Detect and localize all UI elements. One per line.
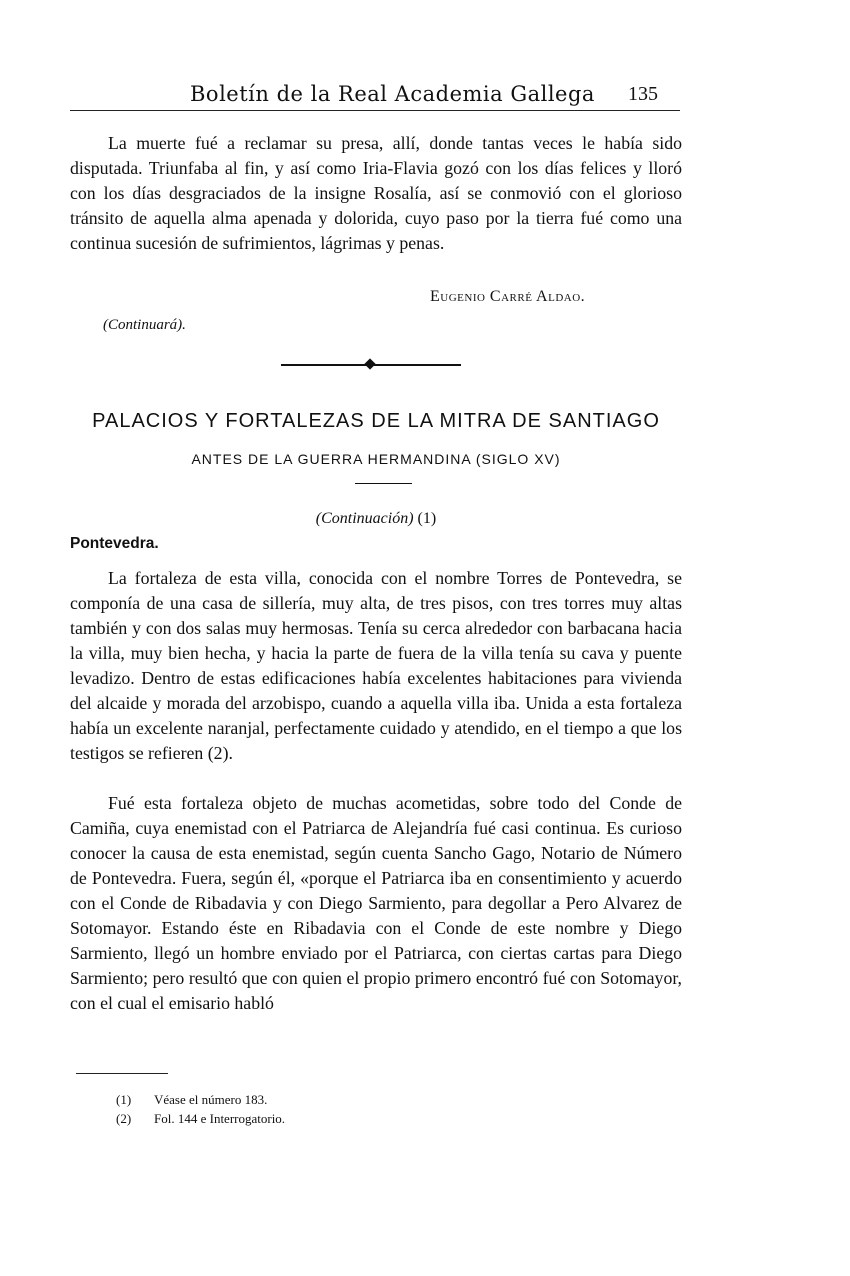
section-divider-ornament xyxy=(281,362,461,368)
continued-note: (Continuará). xyxy=(103,317,186,333)
article-paragraph-2 xyxy=(70,791,682,1016)
running-header xyxy=(70,80,680,111)
footnote-marker: (1) xyxy=(116,1092,132,1107)
footnote xyxy=(116,1090,285,1109)
title-rule xyxy=(355,483,412,484)
author-signature: Eugenio Carré Aldao. xyxy=(430,288,586,305)
footnote-text: Véase el número 183. xyxy=(154,1092,268,1107)
footnote-rule xyxy=(76,1073,168,1074)
paragraph: La fortaleza de esta villa, conocida con el nombre Torres de Pontevedra, se componía de una casa de sillería, muy alta, de tres pisos, con tres torres muy altas también y con dos salas muy hermosas. Tenía su cerca alrededor con barbacana hacia la villa, muy bien hecha, y hacia la parte de fuera de la villa tenía su cava y puente levadizo. Dentro de estas edificaciones había excelentes habitaciones para vivienda del alcaide y morada del arzobispo, cuando a aquella villa iba. Unida a esta fortaleza había un excelente naranjal, perfectamente cuidado y atendido, en el tiempo a que los testigos se refieren (2). xyxy=(70,568,682,763)
continuation-label xyxy=(70,510,682,528)
continuation-text: (Continuación) xyxy=(315,510,414,527)
footnotes xyxy=(116,1090,285,1128)
footnote-ref: (1) xyxy=(417,510,437,527)
article-title: PALACIOS Y FORTALEZAS DE LA MITRA DE SANTIAGO xyxy=(92,410,660,432)
article-paragraph-1 xyxy=(70,566,682,766)
section-heading: Pontevedra. xyxy=(70,535,159,552)
footnote xyxy=(116,1109,285,1128)
page-number: 135 xyxy=(628,83,658,105)
paragraph: Fué esta fortaleza objeto de muchas acometidas, sobre todo del Conde de Camiña, cuya enemistad con el Patriarca de Alejandría fué casi continua. Es curioso conocer la causa de esta enemistad, según cuenta Sancho Gago, Notario de Número de Pontevedra. Fuera, según él, «porque el Patriarca iba en consentimiento y acuerdo con el Conde de Ribadavia y con Diego Sarmiento, para degollar a Pero Alvarez de Sotomayor. Estando éste en Ribadavia con el Conde de este nombre y Diego Sarmiento, llegó un hombre enviado por el Patriarca, con ciertas cartas para Diego Sarmiento; pero resultó que con quien el propio primero encontró fué con Sotomayor, con el cual el emisario habló xyxy=(70,793,682,1013)
footnote-text: Fol. 144 e Interrogatorio. xyxy=(154,1111,286,1126)
journal-title: Boletín de la Real Academia Gallega xyxy=(190,82,595,106)
diamond-ornament-icon xyxy=(364,358,375,369)
footnote-marker: (2) xyxy=(116,1111,132,1126)
article-subtitle: ANTES DE LA GUERRA HERMANDINA (SIGLO XV) xyxy=(191,451,561,467)
paragraph: La muerte fué a reclamar su presa, allí, donde tantas veces le había sido disputada. Triunfaba al fin, y así como Iria-Flavia gozó con los días felices y lloró con los días desgraciados de la insigne Rosalía, así se conmovió con el glorioso tránsito de aquella alma apenada y dolorida, cuyo paso por la tierra fué como una continua sucesión de sufrimientos, lágrimas y penas. xyxy=(70,133,682,253)
preceding-article-text xyxy=(70,131,682,256)
